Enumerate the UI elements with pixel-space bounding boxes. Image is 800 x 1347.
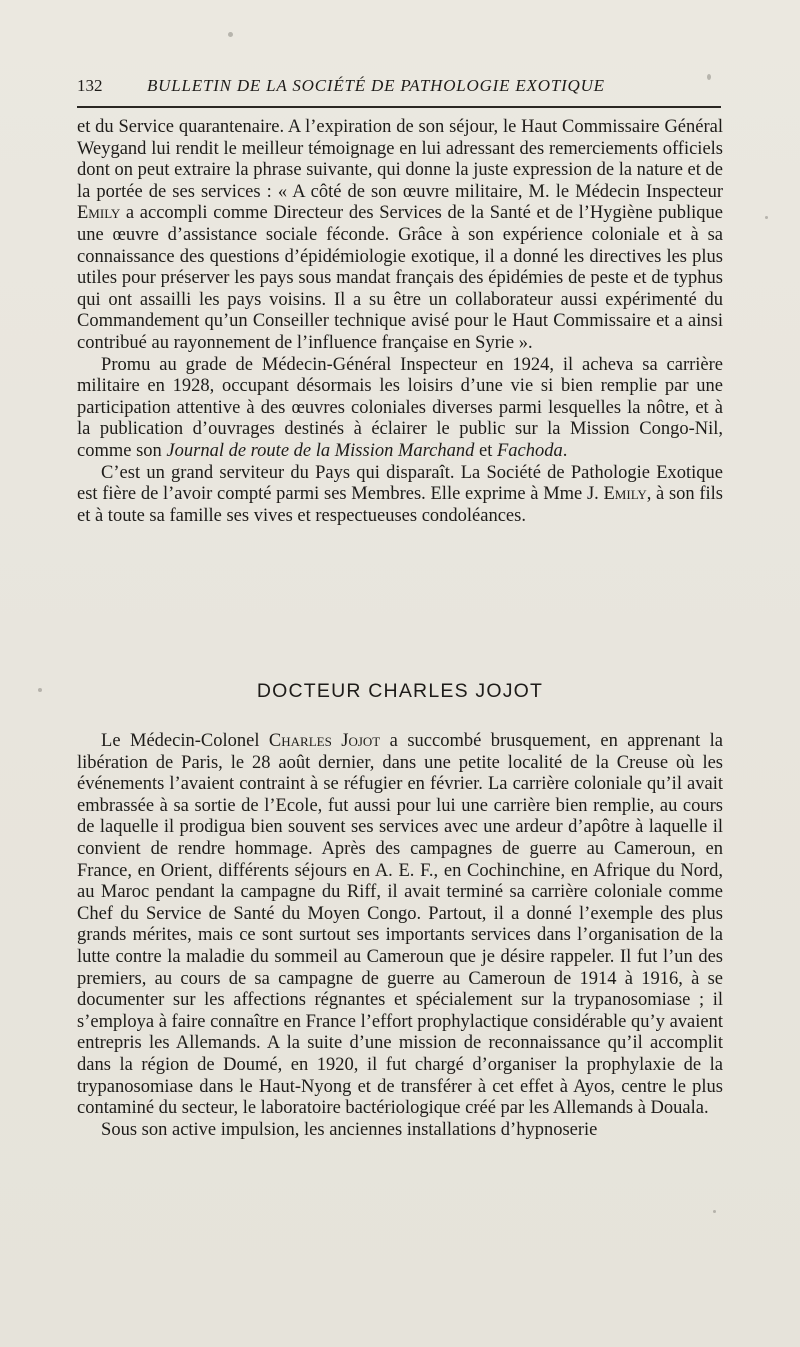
person-name: Emily [603,484,647,505]
text-run: et [474,440,497,461]
book-title: Journal de route de la Mission Marchand [166,440,475,461]
text-run: . [562,440,568,461]
paper-speck [713,1210,716,1213]
paragraph [77,1120,723,1142]
running-title: BULLETIN DE LA SOCIÉTÉ DE PATHOLOGIE EXOTIQUE [147,76,605,95]
person-name: Emily [77,203,121,224]
paper-speck [38,688,42,692]
paragraph [77,731,723,1120]
text-run: Le Médecin-Colonel [101,731,269,751]
section-heading: DOCTEUR CHARLES JOJOT [256,680,544,702]
person-name: Charles Jojot [268,731,381,751]
obituary-jojot-text [77,731,723,1141]
text-run: Promu au grade de Médecin-Général Inspecteur en 1924, il acheva sa carrière militaire en 1928, occupant désormais les loisirs d’une vie si bien remplie par une participation attentive à des œuvres coloniales diverses parmi lesquelles la nôtre, et à la publication d’ouvrages destinés à éclairer le public sur la Mission Congo-Nil, comme son [77,354,723,461]
paragraph [77,355,723,463]
paper-speck [228,32,233,37]
header-rule [77,106,721,108]
page-header [77,76,721,102]
paragraph [77,463,723,528]
text-run: a accompli comme Directeur des Services de la Santé et de l’Hygiène publique une œuvre d’assistance sociale féconde. Grâce à son expérience coloniale et à sa connaissance des questions d’épidémiologie exotique, il a donné les directives les plus utiles pour préserver les pays sous mandat français des épidémies de peste et de typhus qui ont assailli les pays voisins. Il a su être un collaborateur aussi expérimenté du Commandement qu’un Conseiller technique avisé pour le Haut Commissaire et a ainsi contribué au rayonnement de l’influence française en Syrie ». [77,203,723,353]
text-run: , à son fils et à toute sa famille ses vives et respectueuses condoléances. [77,484,723,526]
book-title: Fachoda [496,440,563,461]
text-run: a succombé brusquement, en apprenant la libération de Paris, le 28 août dernier, dans une petite localité de la Creuse où les événements l’avaient contraint à se réfugier en février. La carrière coloniale qu’il avait embrassée à sa sortie de l’Ecole, fut aussi pour lui une carrière bien remplie, au cours de laquelle il prodigua bien souvent ses services avec une ardeur d’apôtre à laquelle il convient de rendre hommage. Après des campagnes de guerre au Cameroun, en France, en Orient, différents séjours en A. E. F., en Cochinchine, en Afrique du Nord, au Maroc pendant la campagne du Riff, il avait terminé sa carrière coloniale comme Chef du Service de Santé du Moyen Congo. Partout, il a donné l’exemple des plus grands mérites, mais ce sont surtout ses importants services dans l’organisation de la lutte contre la maladie du sommeil au Cameroun que je désire rappeler. Il fut l’un des premiers, au cours de sa campagne de guerre au Cameroun de 1914 à 1916, à se documenter sur les affections régnantes et spécialement sur la trypanosomiase ; il s’employa à faire connaître en France l’effort prophylactique considérable qu’y avaient entrepris les Allemands. A la suite d’une mission de reconnaissance qu’il accomplit dans la région de Doumé, en 1920, il fut chargé d’organiser la prophylaxie de la trypanosomiase dans le Haut-Nyong et de transférer à cet effet à Ayos, centre le plus contaminé du secteur, le laboratoire bactériologique créé par les Allemands à Douala. [77,731,723,1119]
page-number: 132 [77,76,103,95]
paragraph [77,117,723,355]
paper-speck [765,216,768,219]
obituary-emily-text [77,117,723,527]
text-run: C’est un grand serviteur du Pays qui disparaît. La Société de Pathologie Exotique est fière de l’avoir compté parmi ses Membres. Elle exprime à Mme J. [77,462,723,505]
text-run: et du Service quarantenaire. A l’expiration de son séjour, le Haut Commissaire Général Weygand lui rendit le meilleur témoignage en lui adressant des remerciements officiels dont on peut extraire la phrase suivante, qui donne la juste expression de la nature et de la portée de ses services : « A côté de son œuvre militaire, M. le Médecin Inspecteur [77,117,723,202]
text-run: Sous son active impulsion, les anciennes installations d’hypnoserie [101,1119,598,1140]
paper-speck [707,74,711,80]
